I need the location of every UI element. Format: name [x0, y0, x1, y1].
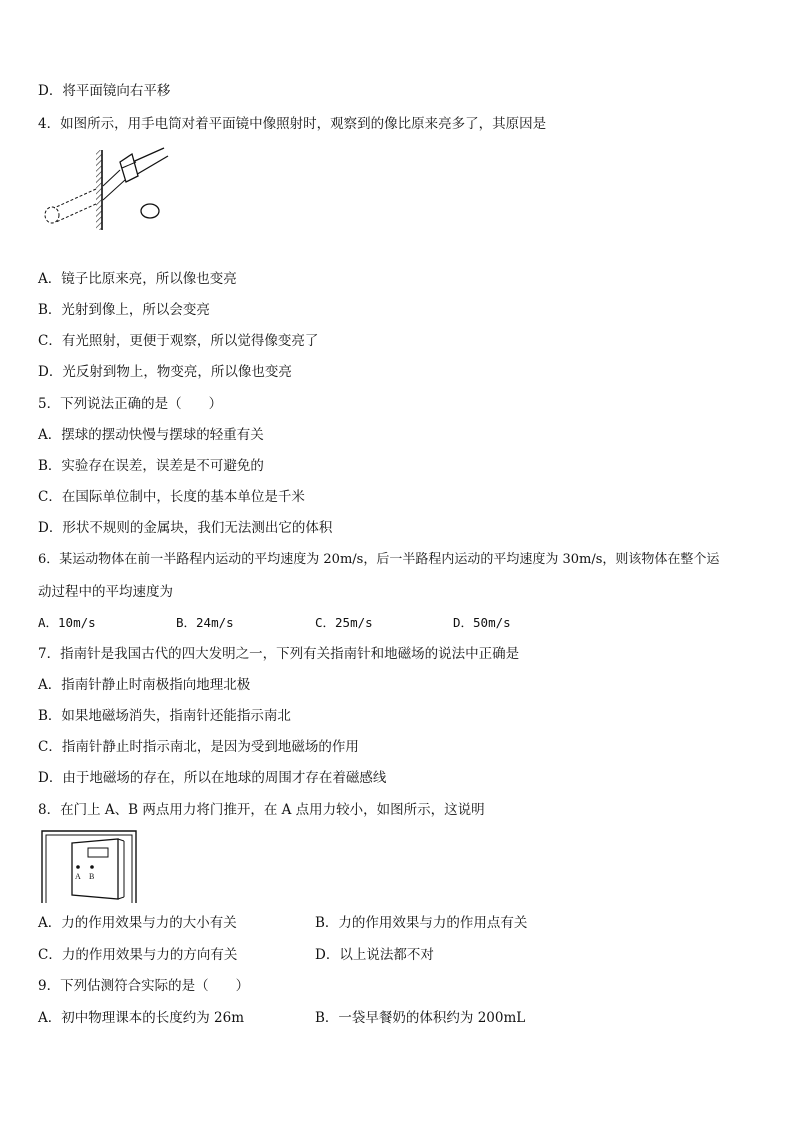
q7-stem: 7．指南针是我国古代的四大发明之一，下列有关指南针和地磁场的说法中正确是 [38, 646, 520, 662]
q8-option-d: D．以上说法都不对 [315, 947, 434, 963]
q7-option-d: D．由于地磁场的存在，所以在地球的周围才存在着磁感线 [38, 770, 387, 786]
q8-option-a: A．力的作用效果与力的大小有关 [38, 915, 237, 931]
door-label-b: B [89, 872, 95, 881]
q4-option-a: A．镜子比原来亮，所以像也变亮 [38, 271, 237, 287]
q5-option-a: A．摆球的摆动快慢与摆球的轻重有关 [38, 427, 264, 443]
q9-option-b: B．一袋早餐奶的体积约为 200mL [315, 1010, 526, 1026]
q6-option-d: D．50m/s [453, 615, 511, 630]
q4-option-c: C．有光照射，更便于观察，所以觉得像变亮了 [38, 333, 319, 349]
q6-option-a: A．10m/s [38, 615, 96, 630]
q4-option-b: B．光射到像上，所以会变亮 [38, 302, 210, 318]
door-figure [40, 829, 138, 905]
q6-option-b: B．24m/s [176, 615, 234, 630]
q8-stem: 8．在门上 A、B 两点用力将门推开，在 A 点用力较小，如图所示，这说明 [38, 802, 485, 818]
q8-option-b: B．力的作用效果与力的作用点有关 [315, 915, 528, 931]
door-label-a: A [75, 872, 81, 881]
q4-stem: 4．如图所示，用手电筒对着平面镜中像照射时，观察到的像比原来亮多了，其原因是 [38, 116, 547, 132]
q4-option-d: D．光反射到物上，物变亮，所以像也变亮 [38, 364, 292, 380]
q5-stem: 5．下列说法正确的是（ ） [38, 396, 223, 412]
q8-option-c: C．力的作用效果与力的方向有关 [38, 947, 238, 963]
q7-option-a: A．指南针静止时南极指向地理北极 [38, 677, 251, 693]
q3-option-d: D．将平面镜向右平移 [38, 83, 171, 99]
mirror-flashlight-figure [40, 142, 175, 234]
q5-option-c: C．在国际单位制中，长度的基本单位是千米 [38, 489, 305, 505]
q6-option-c: C．25m/s [315, 615, 373, 630]
q7-option-b: B．如果地磁场消失，指南针还能指示南北 [38, 708, 291, 724]
q6-stem-line2: 动过程中的平均速度为 [38, 584, 173, 600]
q9-option-a: A．初中物理课本的长度约为 26m [38, 1010, 245, 1026]
q7-option-c: C．指南针静止时指示南北，是因为受到地磁场的作用 [38, 739, 359, 755]
q9-stem: 9．下列估测符合实际的是（ ） [38, 978, 250, 994]
q6-stem-line1: 6．某运动物体在前一半路程内运动的平均速度为 20m/s，后一半路程内运动的平均速度为 30m/s，则该物体在整个运 [38, 552, 720, 567]
q5-option-b: B．实验存在误差，误差是不可避免的 [38, 458, 264, 474]
q5-option-d: D．形状不规则的金属块，我们无法测出它的体积 [38, 520, 333, 536]
